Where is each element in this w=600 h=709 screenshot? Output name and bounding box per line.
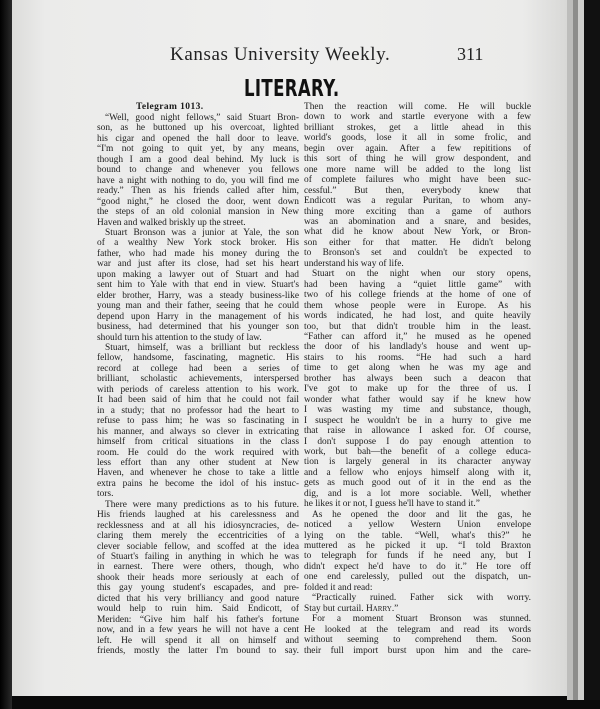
text-line: brilliant strokes, get a little ahead in this	[304, 122, 531, 133]
text-line: with periods of careless attention to his work.	[97, 384, 299, 395]
text-line: tion is largely general in its character anyway	[304, 457, 531, 468]
text-line: in a study; that no professor had the heart to	[97, 405, 299, 416]
paragraph	[97, 343, 299, 500]
text-line: Meriden: “Give him half his father's fortune	[97, 614, 299, 625]
text-line: sent him to Yale with that end in view. Stuart's	[97, 280, 299, 291]
text-line: brilliant, scholastic achievements, interspersed	[97, 374, 299, 385]
text-line: record at college had been a series of	[97, 363, 299, 374]
text-line: would help to ruin him. Said Endicott, of	[97, 604, 299, 615]
text-line: words indicated, he had lost, and quite heavily	[304, 311, 531, 322]
text-line: extra pains he become the idol of his instuc-	[97, 478, 299, 489]
text-line: As he opened the door and lit the gas, he	[312, 509, 531, 520]
text-line: fellow, handsome, fascinating, magnetic. His	[97, 353, 299, 364]
text-line: Haven, and whenever he chose to take a little	[97, 468, 299, 479]
text-line: shook their heads more seriously at each of	[97, 572, 299, 583]
text-line: tors.	[97, 489, 114, 500]
text-line: their full import burst upon him and the care-	[304, 645, 531, 656]
book-binding-edge	[0, 0, 12, 709]
text-line: he likes it or not, I guess he'll have to stand it.”	[304, 499, 480, 510]
right-text-column	[304, 102, 531, 656]
text-line: this sort of thing he will grow despondent, and	[304, 154, 531, 165]
text-line: thing more exciting than a game of authors	[304, 206, 531, 217]
text-line: son, as he buttoned up his overcoat, lighted	[97, 123, 299, 134]
text-line: He looked at the telegram and read its words	[304, 624, 531, 635]
text-line: It had been said of him that he could not fail	[97, 395, 299, 406]
text-line: gets as much good out of it in the end as the	[304, 478, 531, 489]
text-line: that raise in allowance I asked for. Of course,	[304, 426, 531, 437]
section-title: LITERARY.	[244, 76, 340, 102]
paragraph	[304, 593, 531, 614]
text-line: depend upon Harry in the management of his	[97, 311, 299, 322]
text-line: down to work and startle everyone with a few	[304, 112, 531, 123]
text-line: friends, mostly the latter I'm bound to say.	[97, 646, 299, 657]
paragraph	[304, 269, 531, 509]
text-line: didn't expect he'd have to do it.” He tore off	[304, 561, 531, 572]
text-line: lying on the table. “Well, what's this?” he	[304, 530, 531, 541]
text-line: in earnest. There were others, though, who	[97, 562, 299, 573]
text-line: Stuart Bronson was a junior at Yale, the son	[105, 227, 299, 238]
text-line: recklessness and at all his idiosyncracies, de-	[97, 520, 299, 531]
text-line: dig, and is a lot more sociable. Well, whether	[304, 488, 531, 499]
page-number: 311	[457, 44, 484, 64]
text-line: Stay but curtail. Harry.”	[304, 603, 399, 614]
paragraph	[97, 113, 299, 228]
text-line: bound to change and whenever you fellows	[97, 165, 299, 176]
text-line: Stuart, himself, was a brilliant but reckless	[105, 342, 299, 353]
text-line: Haven and walked briskly up the street.	[97, 217, 246, 228]
text-line: was an abomination and a snare, and besides,	[304, 216, 531, 227]
text-line: them whose people were in Europe. As his	[304, 300, 531, 311]
text-line: two of his college friends at the home of one of	[304, 290, 531, 301]
text-line: of a wealthy New York stock broker. His	[97, 238, 299, 249]
text-line: Endicott was a regular Puritan, to whom any-	[304, 196, 531, 207]
text-line: “I'm not going to quit yet, by any means,	[97, 144, 299, 155]
text-line: father, who had made his money during the	[97, 248, 299, 259]
text-line: left. He will spend it all on himself and	[97, 635, 299, 646]
text-line: brother has always been such a deacon that	[304, 373, 531, 384]
text-line: “good night,” he closed the door, went down	[97, 196, 299, 207]
text-line: and a fellow who enjoys himself along with it,	[304, 467, 531, 478]
text-line: I've got to make up for the three of us. I	[304, 384, 531, 395]
text-line: noticed a yellow Western Union envelope	[304, 520, 531, 531]
running-header-title: Kansas University Weekly.	[170, 44, 391, 65]
text-line: time to get along when he was my age and	[304, 363, 531, 374]
text-line: his cigar and opened the hall door to leave.	[97, 133, 299, 144]
text-line: his manner, and always so clever in extricating	[97, 426, 299, 437]
text-line: war and just after its close, had set his heart	[97, 259, 299, 270]
text-line: himself from critical situations in the class	[97, 437, 299, 448]
text-line: had been having a “quiet little game” with	[304, 279, 531, 290]
text-line: of complete failures who might have been suc-	[304, 175, 531, 186]
text-line: His friends laughed at his carelessness and	[97, 510, 299, 521]
text-line: one end carelessly, pulled out the dispatch, un-	[304, 572, 531, 583]
text-line: young man and their father, seeing that he could	[97, 301, 299, 312]
text-line: now, and in a few years he will not have a cent	[97, 625, 299, 636]
text-line: son either for that matter. He didn't belong	[304, 237, 531, 248]
text-line: refuse to pass him; he was so fascinating in	[97, 416, 299, 427]
text-line: There were many predictions as to his future.	[105, 499, 299, 510]
story-title: Telegram 1013.	[136, 102, 204, 112]
text-line: begin over again. After a few repititions of	[304, 143, 531, 154]
text-line: without seeming to comprehend them. Soon	[304, 635, 531, 646]
text-line: folded it and read:	[304, 582, 373, 593]
text-line: to telegraph for funds if he need any, but I	[304, 551, 531, 562]
paragraph	[304, 102, 531, 269]
left-text-column	[97, 113, 299, 657]
text-line: one more name will be added to the long list	[304, 164, 531, 175]
text-line: though I am a good deal behind. My luck is	[97, 154, 299, 165]
text-line: “Father can afford it,” he mused as he opened	[304, 331, 531, 342]
text-line: to Bronson's set and couldn't be expected to	[304, 248, 531, 259]
paragraph	[304, 614, 531, 656]
text-line: Stuart on the night when our story opens,	[312, 269, 531, 280]
text-line: stairs to his rooms. “He had such a hard	[304, 352, 531, 363]
text-line: understand his way of life.	[304, 258, 404, 269]
text-line: cessful.” But then, everybody knew that	[304, 185, 531, 196]
text-line: elder brother, Harry, was a steady business-like	[97, 290, 299, 301]
text-line: the steps of an old colonial mansion in New	[97, 207, 299, 218]
text-line: world's goods, lose it all in some frolic, and	[304, 133, 531, 144]
text-line: “Practically ruined. Father sick with worry.	[312, 593, 531, 604]
text-line: “Well, good night fellows,” said Stuart Bron-	[105, 113, 299, 123]
paragraph	[97, 500, 299, 657]
text-line: too, but that didn't trouble him in the least.	[304, 321, 531, 332]
text-line: work, but bah—the benefit of a college educa-	[304, 446, 531, 457]
text-line: upon making a lawyer out of Stuart and had	[97, 269, 299, 280]
text-line: should turn his attention to the study of law.	[97, 332, 262, 343]
text-line: I was wasting my time and substance, though,	[304, 405, 531, 416]
text-line: room. He could do the work required with	[97, 447, 299, 458]
text-line: clever sociable fellow, and scoffed at the idea	[97, 541, 299, 552]
text-line: the door of his landlady's house and went up-	[304, 342, 531, 353]
text-line: I suspect he wouldn't be in a hurry to give me	[304, 415, 531, 426]
text-line: less effort than any other student at New	[97, 457, 299, 468]
text-line: this gay young student's escapades, and pre-	[97, 583, 299, 594]
paragraph	[304, 510, 531, 594]
text-line: dicted that his very brilliancy and good nature	[97, 593, 299, 604]
text-line: of Stuart's failing in anything in which he was	[97, 552, 299, 563]
text-line: wonder what father would say if he knew how	[304, 394, 531, 405]
paragraph	[97, 228, 299, 343]
background	[584, 0, 600, 700]
text-line: claring them merely the eccentricities of a	[97, 531, 299, 542]
text-line: Then the reaction will come. He will buckle	[304, 102, 531, 112]
text-line: muttered as he picked it up. “I told Braxton	[304, 541, 531, 552]
text-line: what did he know about New York, or Bron-	[304, 227, 531, 238]
text-line: business, had determined that his younger son	[97, 322, 299, 333]
text-line: I don't suppose I do pay enough attention to	[304, 436, 531, 447]
text-line: have a night with nothing to do, you will find me	[97, 175, 299, 186]
text-line: ready.” Then as his friends called after him,	[97, 186, 299, 197]
text-line: For a moment Stuart Bronson was stunned.	[312, 614, 531, 625]
